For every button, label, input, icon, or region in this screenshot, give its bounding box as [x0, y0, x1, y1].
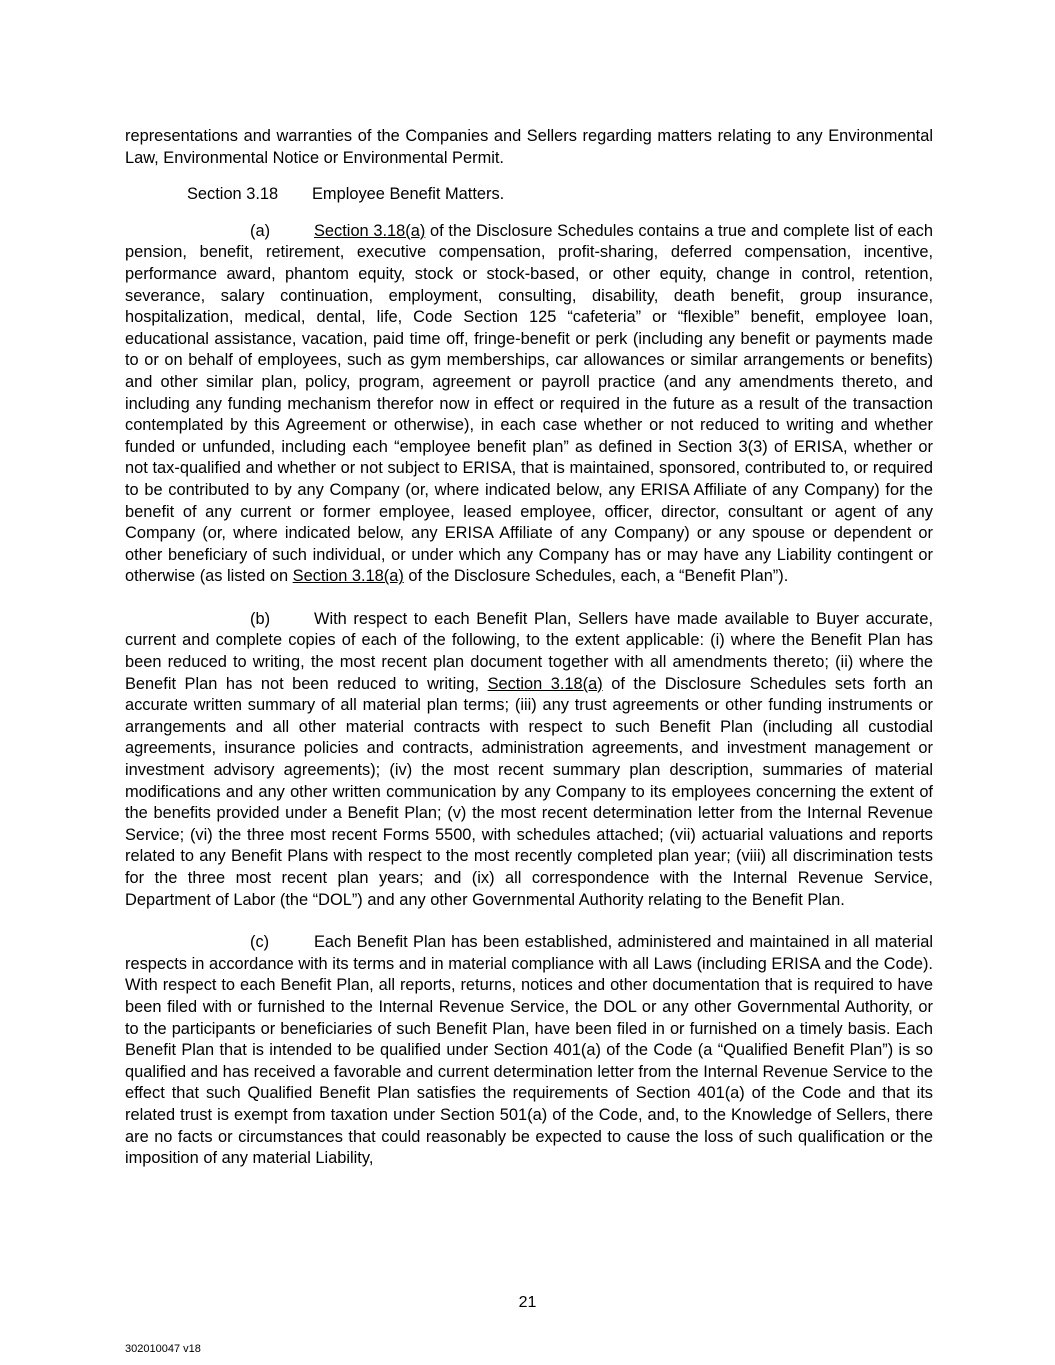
paragraph-b-text-end: of the Disclosure Schedules sets forth an accurate written summary of all material plan terms; (iii) any trust agreements or other funding instruments or arrangements and all other material contracts with respect to such Benefit Plan (including all custodial agreements, insurance policies and contracts, administration agreements, and investment management or investment advisory agreements); (iv) the most recent summary plan description, summaries of material modifications and any other written communication by any Company to its employees concerning the extent of the benefits provided under a Benefit Plan; (v) the most recent determination letter from the Internal Revenue Service; (vi) the three most recent Forms 5500, with schedules attached; (vii) actuarial valuations and reports related to any Benefit Plans with respect to the most recently completed plan year; (viii) all discrimination tests for the three most recent plan years; and (ix) all correspondence with the Internal Revenue Service, Department of Labor (the “DOL”) and any other Governmental Authority relating to the Benefit Plan.	[125, 674, 933, 909]
paragraph-b	[125, 609, 933, 911]
paragraph-c-label: (c)	[250, 933, 270, 952]
document-id: 302010047 v18	[125, 1343, 201, 1355]
section-heading	[187, 184, 933, 206]
page-number: 21	[518, 1294, 537, 1311]
paragraph-c-text: Each Benefit Plan has been established, administered and maintained in all material respects in accordance with its terms and in material compliance with all Laws (including ERISA and the Code). With respect to each Benefit Plan, all reports, returns, notices and other documentation that is required to have been filed with or furnished to the Internal Revenue Service, the DOL or any other Governmental Authority, or to the participants or beneficiaries of such Benefit Plan, have been filed in or furnished on a timely basis. Each Benefit Plan that is intended to be qualified under Section 401(a) of the Code (a “Qualified Benefit Plan”) is so qualified and has received a favorable and current determination letter from the Internal Revenue Service to the effect that such Qualified Benefit Plan satisfies the requirements of Section 401(a) of the Code and that its related trust is exempt from taxation under Section 501(a) of the Code, and, to the Knowledge of Sellers, there are no facts or circumstances that could reasonably be expected to cause the loss of such qualification or the imposition of any material Liability,	[125, 933, 933, 1168]
paragraph-b-label: (b)	[250, 609, 271, 628]
paragraph-c	[125, 932, 933, 1170]
document-page	[125, 126, 933, 1191]
section-reference: Section 3.18(a)	[292, 567, 404, 586]
paragraph-b-text: With respect to each Benefit Plan, Sellers have made available to Buyer accurate, current and complete copies of each of the following, to the extent applicable: (i) where the Benefit Plan has been reduced to writing, the most recent plan document together with all amendments thereto; (ii) where the Benefit Plan has not been reduced to writing,	[125, 609, 933, 693]
section-reference: Section 3.18(a)	[314, 221, 426, 240]
paragraph-a	[125, 221, 933, 588]
section-number: Section 3.18	[187, 185, 279, 204]
paragraph-a-label: (a)	[250, 221, 271, 240]
paragraph-a-text-end: of the Disclosure Schedules, each, a “Benefit Plan”).	[403, 567, 789, 586]
section-title: Employee Benefit Matters.	[312, 185, 505, 204]
paragraph-a-text: of the Disclosure Schedules contains a true and complete list of each pension, benefit, retirement, executive compensation, profit-sharing, deferred compensation, incentive, performance award, phantom equity, stock or stock-based, or other equity, change in control, retention, severance, salary continuation, employment, consulting, disability, death benefit, group insurance, hospitalization, medical, dental, life, Code Section 125 “cafeteria” or “flexible” benefit, employee loan, educational assistance, vacation, paid time off, fringe-benefit or perk (including any benefit or payments made to or on behalf of employees, such as gym memberships, car allowances or similar arrangements or benefits) and other similar plan, policy, program, agreement or payroll practice (and any amendments thereto, and including any funding mechanism therefor now in effect or required in the future as a result of the transaction contemplated by this Agreement or otherwise), in each case whether or not reduced to writing and whether funded or unfunded, including each “employee benefit plan” as defined in Section 3(3) of ERISA, whether or not tax-qualified and whether or not subject to ERISA, that is maintained, sponsored, contributed to, or required to be contributed to by any Company (or, where indicated below, any ERISA Affiliate of any Company) for the benefit of any current or former employee, leased employee, officer, director, consultant or agent of any Company (or, where indicated below, any ERISA Affiliate of any Company) or any spouse or dependent or other beneficiary of such individual, or under which any Company has or may have any Liability contingent or otherwise (as listed on	[125, 221, 933, 586]
section-reference: Section 3.18(a)	[487, 674, 603, 693]
intro-paragraph: representations and warranties of the Companies and Sellers regarding matters relating to any Environmental Law, Environmental Notice or Environmental Permit.	[125, 127, 933, 167]
